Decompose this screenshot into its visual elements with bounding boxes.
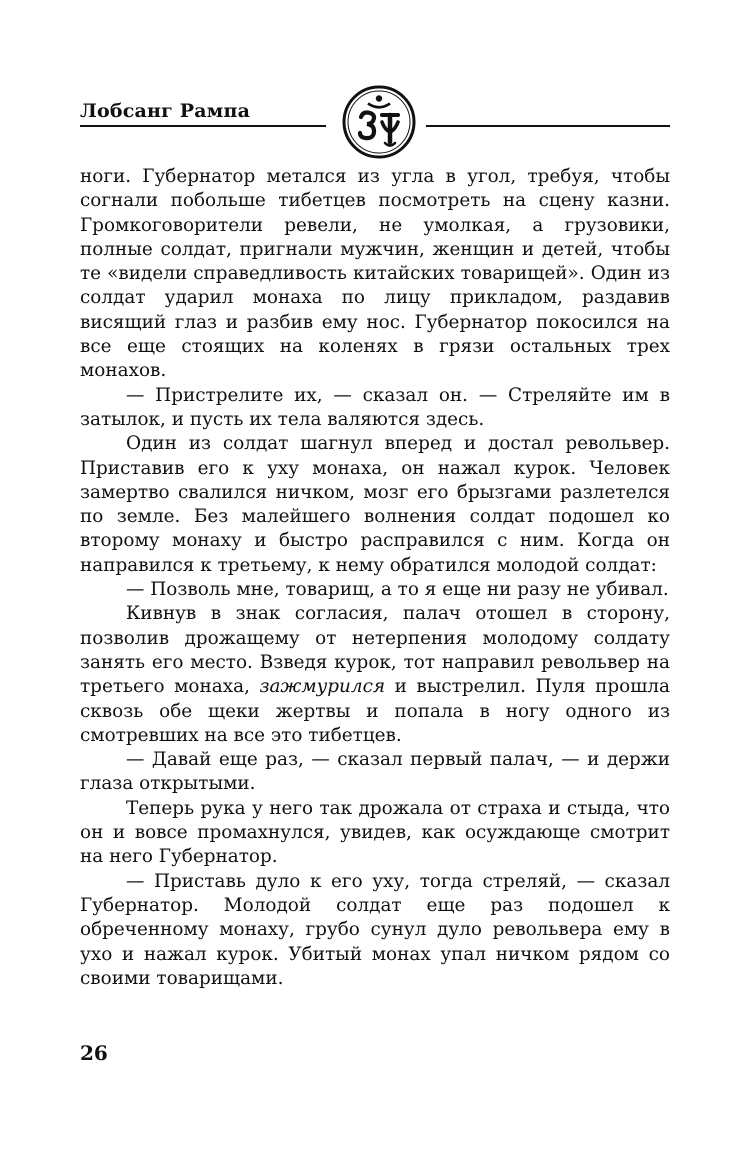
page-number: 26 [80,1041,108,1065]
paragraph [80,602,670,748]
header-rule-right [426,125,670,127]
paragraph-text: Кивнув в знак согласия, палач отошел в сторону, позволив дрожащему от нетерпения молодому солдату занять его место. Взведя курок, тот направил револьвер на третьего монаха, [80,603,670,698]
paragraph: — Позволь мне, товарищ, а то я еще ни разу не убивал. [126,579,669,601]
header-rule-left [80,125,326,127]
paragraph: — Приставь дуло к его уху, тогда стреляй, — сказал Губернатор. Молодой солдат еще раз подошел к обреченному монаху, грубо сунул дуло револьвера ему в ухо и нажал курок. Убитый монах упал ничком рядом со своими товарищами. [80,870,670,989]
paragraph: ноги. Губернатор метался из угла в угол, требуя, чтобы согнали побольше тибетцев посмотреть на сцену казни. Громкоговорители ревели, не умолкая, а грузовики, полные солдат, пригнали мужчин, женщин и детей, чтобы те «видели справедливость китайских товарищей». Один из солдат ударил монаха по лицу прикладом, раздавив висящий глаз и разбив ему нос. Губернатор покосился на все еще стоящих на коленях в грязи остальных трех монахов. [80,166,670,382]
body-text [80,165,670,991]
paragraph: — Давай еще раз, — сказал первый палач, — и держи глаза открытыми. [80,749,670,795]
om-symbol-icon [341,84,417,160]
paragraph: — Пристрелите их, — сказал он. — Стреляйте им в затылок, и пусть их тела валяются здесь. [80,384,670,430]
paragraph: Один из солдат шагнул вперед и достал револьвер. Приставив его к уху монаха, он нажал курок. Человек замертво свалился ничком, мозг его брызгами разлетелся по земле. Без малейшего волнения солдат подошел ко второму монаху и быстро расправился с ним. Когда он направился к третьему, к нему обратился молодой солдат: [80,433,670,576]
running-header [80,84,670,164]
italic-word: зажмурился [259,676,386,698]
paragraph: Теперь рука у него так дрожала от страха и стыда, что он и вовсе промахнулся, увидев, как осуждающе смотрит на него Губернатор. [80,797,670,868]
running-header-author: Лобсанг Рампа [80,100,251,122]
paragraph-text: и выстрелил. Пуля прошла сквозь обе щеки жертвы и попала в ногу одного из смотревших на все это тибетцев. [80,676,670,746]
